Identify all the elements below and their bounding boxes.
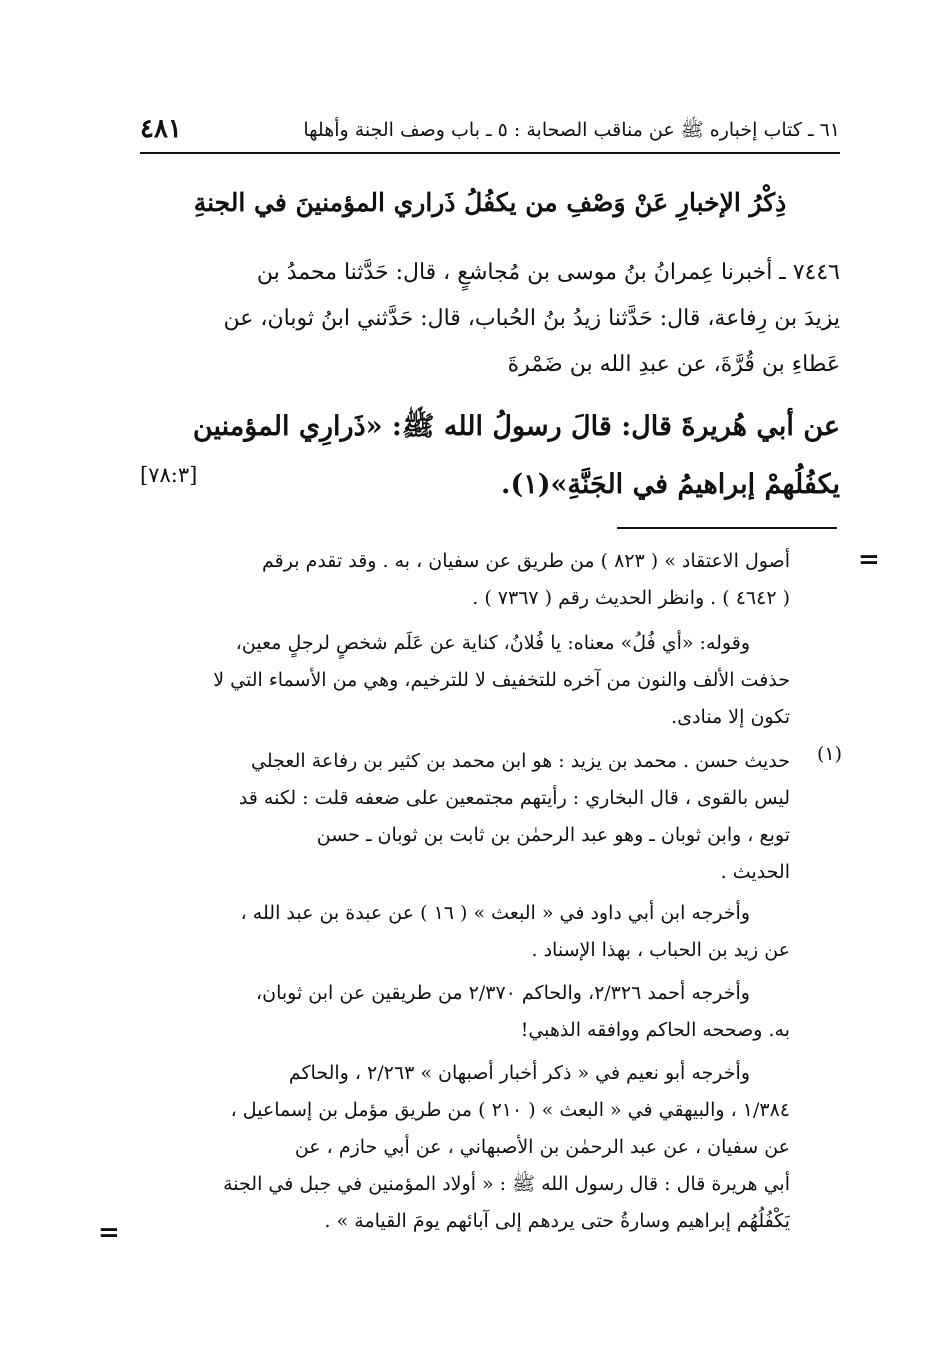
continuation-mark-bottom: =: [98, 1218, 120, 1248]
footnote-line: أبي هريرة قال : قال رسول الله ﷺ : « أولاد المؤمنين في جبل في الجنة: [223, 1173, 790, 1195]
header-title: ٦١ ـ كتاب إخباره ﷺ عن مناقب الصحابة : ٥ ـ باب وصف الجنة وأهلها: [303, 119, 840, 141]
footnote-line: حديث حسن . محمد بن يزيد : هو ابن محمد بن كثير بن رفاعة العجلي: [251, 750, 790, 772]
footnote-separator: [617, 527, 837, 529]
footnote-line: الحديث .: [720, 861, 790, 883]
footnote-line: وأخرجه ابن أبي داود في « البعث » ( ١٦ ) عن عبدة بن عبد الله ،: [240, 902, 750, 924]
footnote-para-3: [140, 743, 790, 891]
footnote-para-2: [140, 625, 790, 736]
footnote-line: تكون إلا منادى.: [671, 706, 790, 728]
chapter-title: ذِكْرُ الإخبارِ عَنْ وَصْفِ من يكفُلُ ذَراري المؤمنينَ في الجنةِ: [193, 188, 787, 217]
footnote-para-6: [140, 1055, 790, 1240]
footnote-line: به. وصححه الحاكم ووافقه الذهبي!: [520, 1019, 790, 1041]
footnote-line: ( ٤٦٤٢ ) . وانظر الحديث رقم ( ٧٣٦٧ ) .: [472, 587, 790, 609]
footnote-marker-1: (١): [816, 743, 842, 765]
isnad-line: عَطاءِ بن قُرَّةَ، عن عبدِ الله بن ضَمْرةَ: [507, 352, 840, 377]
running-header: [140, 112, 840, 154]
footnote-para-1: [140, 543, 790, 617]
continuation-mark-top: =: [858, 545, 880, 575]
footnote-line: ١/٣٨٤ ، والبيهقي في « البعث » ( ٢١٠ ) من طريق مؤمل بن إسماعيل ،: [230, 1099, 790, 1121]
footnote-line: يَكْفُلُهُم إبراهيم وسارةُ حتى يردهم إلى آبائهم يومَ القيامة » .: [324, 1210, 790, 1232]
hadith-reference: [٧٨:٣]: [140, 463, 198, 487]
footnote-line: وقوله: «أي فُلُ» معناه: يا فُلانُ، كناية عن عَلَم شخصٍ لرجلٍ معين،: [235, 632, 750, 654]
footnote-line: وأخرجه أبو نعيم في « ذكر أخبار أصبهان » ٢/٢٦٣ ، والحاكم: [288, 1062, 750, 1084]
footnote-line: وأخرجه أحمد ٢/٣٢٦، والحاكم ٢/٣٧٠ من طريقين عن ابن ثوبان،: [256, 982, 750, 1004]
hadith-matn: [140, 398, 840, 514]
footnote-line: حذفت الألف والنون من آخره للتخفيف لا للترخيم، وهي من الأسماء التي لا: [213, 669, 790, 691]
footnote-para-4: [140, 895, 790, 969]
footnote-line: ليس بالقوى ، قال البخاري : رأيتهم مجتمعين على ضعفه قلت : لكنه قد: [238, 787, 790, 809]
footnote-para-5: [140, 975, 790, 1049]
matn-line: يكفُلُهمْ إبراهيمُ في الجَنَّةِ»(١).: [501, 469, 840, 500]
footnote-line: عن زيد بن الحباب ، بهذا الإسناد .: [531, 939, 790, 961]
footnote-line: عن سفيان ، عن عبد الرحمٰن بن الأصبهاني ، عن أبي حازم ، عن: [294, 1136, 790, 1158]
isnad-line: يزيدَ بن رِفاعة، قال: حَدَّثنا زيدُ بنُ الحُباب، قال: حَدَّثني ابنُ ثوبان، عن: [223, 306, 840, 331]
footnote-line: أصول الاعتقاد » ( ٨٢٣ ) من طريق عن سفيان ، به . وقد تقدم برقم: [262, 550, 790, 572]
matn-line: عن أبي هُريرةَ قال: قالَ رسولُ الله ﷺ: «ذَرارِي المؤمنين: [192, 411, 840, 442]
footnote-line: توبع ، وابن ثوبان ـ وهو عبد الرحمٰن بن ثابت بن ثوبان ـ حسن: [316, 824, 790, 846]
hadith-isnad: [140, 250, 840, 388]
page-number: ٤٨١: [140, 114, 182, 144]
isnad-line: ٧٤٤٦ ـ أخبرنا عِمرانُ بنُ موسى بن مُجاشعٍ ، قال: حَدَّثنا محمدُ بن: [256, 260, 840, 285]
